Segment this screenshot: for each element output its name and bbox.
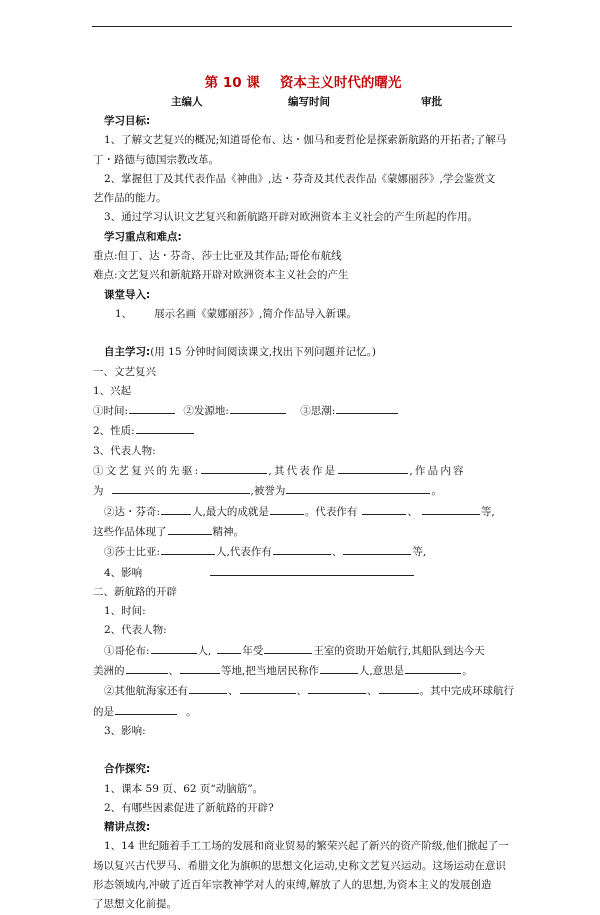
navigator-1-blank[interactable] — [189, 681, 227, 694]
dante-for-label: 为 — [93, 485, 104, 498]
dante-content-label: ,作品内容 — [409, 465, 466, 478]
circumnavigation-row — [93, 702, 511, 722]
shakespeare-works-label: 人,代表作有 — [216, 546, 272, 559]
columbus-place-1-blank[interactable] — [126, 661, 168, 674]
columbus-royal-blank[interactable] — [264, 641, 312, 654]
columbus-voyage-text: 王室的资助开始航行,其船队到达今天 — [313, 644, 485, 657]
impact-blank[interactable] — [210, 563, 414, 576]
chief-editor-label: 主编人 — [171, 96, 203, 108]
davinci-achievement-label: 人,最大的成就是 — [192, 505, 269, 518]
dante-work-label: ,其代表作是 — [268, 465, 338, 478]
intro-item-text: 展示名画《蒙娜丽莎》,简介作品导入新课。 — [154, 307, 358, 320]
davinci-spirit-blank[interactable] — [168, 522, 212, 535]
columbus-place-2-blank[interactable] — [180, 661, 220, 674]
nature-row — [93, 421, 511, 441]
lesson-title: 资本主义时代的曙光 — [279, 75, 402, 91]
cooperation-q1: 1、课本 59 页、62 页“动脑筋”。 — [104, 782, 264, 795]
top-rule — [92, 26, 512, 27]
origin-blank[interactable] — [230, 401, 286, 414]
shakespeare-separator: 、 — [331, 546, 343, 559]
davinci-origin-blank[interactable] — [161, 502, 191, 515]
davinci-etc: 等, — [480, 505, 495, 518]
navigator-separator-3: 、 — [367, 685, 378, 698]
davinci-row-2 — [93, 522, 511, 542]
explanation-line-2: 场以复兴古代罗马、希腊文化为旗帜的思想文化运动,史称文艺复兴运动。这场运动在意识 — [93, 859, 506, 872]
davinci-label: ②达・芬奇: — [104, 505, 161, 518]
rise-heading: 1、兴起 — [93, 384, 132, 397]
objectives-heading: 学习目标: — [104, 115, 151, 127]
objective-2-line-2: 艺作品的能力。 — [93, 192, 167, 205]
self-study-header — [93, 343, 511, 362]
intro-heading: 课堂导入: — [104, 288, 151, 301]
columbus-year-label: 年受 — [242, 644, 264, 657]
columbus-year-blank[interactable] — [217, 641, 241, 654]
shakespeare-label: ③莎士比亚: — [104, 546, 161, 559]
key-focus: 重点:但丁、达・芬奇、莎士比亚及其作品;哥伦布航线 — [93, 250, 342, 263]
dante-period: 。 — [431, 485, 442, 498]
approve-label: 审批 — [421, 96, 442, 108]
impact-label: 4、影响 — [104, 566, 143, 579]
origin-label: ②发源地: — [183, 405, 229, 418]
dante-praised-label: ,被誉为 — [250, 485, 286, 498]
key-points-heading: 学习重点和难点: — [104, 230, 182, 243]
time-blank[interactable] — [129, 401, 175, 414]
navigator-2-blank[interactable] — [240, 681, 296, 694]
columbus-row-2 — [93, 661, 511, 681]
columbus-natives-label: 等地,把当地居民称作 — [221, 665, 319, 678]
section-new-route: 二、新航路的开辟 — [93, 585, 177, 598]
columbus-america-label: 美洲的 — [93, 665, 125, 678]
dante-name-blank[interactable] — [201, 461, 267, 474]
columbus-row-1 — [93, 641, 511, 661]
self-study-heading: 自主学习: — [104, 346, 151, 359]
davinci-works-label: 。代表作有 — [304, 505, 358, 518]
navigator-4-blank[interactable] — [379, 681, 419, 694]
dante-label: ①文艺复兴的先驱: — [93, 465, 201, 478]
dante-praised-blank[interactable] — [286, 481, 430, 494]
editor-info-row — [93, 93, 511, 112]
rise-fields — [93, 401, 511, 421]
columbus-origin-blank[interactable] — [151, 641, 197, 654]
other-navigators-row — [93, 681, 514, 701]
shakespeare-origin-blank[interactable] — [161, 542, 215, 555]
objective-1-line-1: 1、了解文艺复兴的概况;知道哥伦布、达・伽马和麦哲伦是探索新航路的开拓者;了解马 — [104, 134, 507, 147]
explanation-line-1: 1、14 世纪随着手工工场的发展和商业贸易的繁荣兴起了新兴的资产阶级,他们掀起了一 — [104, 840, 509, 853]
navigator-separator-2: 、 — [296, 685, 307, 698]
columbus-label: ①哥伦布: — [104, 644, 150, 657]
dante-work-blank[interactable] — [338, 461, 408, 474]
shakespeare-work-2-blank[interactable] — [343, 542, 411, 555]
davinci-work-2-blank[interactable] — [422, 502, 480, 515]
cooperation-heading: 合作探究: — [104, 763, 151, 776]
columbus-separator: 、 — [168, 665, 179, 678]
columbus-meaning-label: 人,意思是 — [358, 665, 405, 678]
figures-heading: 3、代表人物: — [93, 444, 156, 457]
navigator-3-blank[interactable] — [308, 681, 366, 694]
davinci-spirit-end: 精神。 — [212, 525, 244, 538]
new-route-figures: 2、代表人物: — [104, 624, 167, 637]
document-body — [93, 73, 514, 915]
other-navigators-label: ②其他航海家还有 — [104, 685, 188, 698]
write-time-label: 编写时间 — [288, 96, 330, 108]
intro-item-number: 1、 — [115, 307, 133, 320]
dante-row-1 — [93, 461, 511, 481]
shakespeare-work-1-blank[interactable] — [273, 542, 331, 555]
new-route-impact: 3、影响: — [104, 724, 146, 737]
explanation-heading: 精讲点拨: — [104, 821, 151, 834]
circumnavigator-blank[interactable] — [115, 702, 177, 715]
circumnavigation-label: 。其中完成环球航行 — [419, 685, 514, 698]
circumnavigator-period: 。 — [186, 705, 197, 718]
key-difficulty: 难点:文艺复兴和新航路开辟对欧洲资本主义社会的产生 — [93, 269, 349, 282]
davinci-row-1 — [93, 502, 511, 522]
new-route-time: 1、时间: — [104, 605, 146, 618]
cooperation-q2: 2、有哪些因素促进了新航路的开辟? — [104, 801, 274, 814]
circumnavigator-label: 的是 — [93, 705, 114, 718]
objective-3: 3、通过学习认识文艺复兴和新航路开辟对欧洲资本主义社会的产生所起的作用。 — [104, 211, 479, 224]
page-title — [95, 73, 511, 93]
davinci-achievement-blank[interactable] — [270, 502, 304, 515]
dante-row-2 — [93, 481, 511, 501]
explanation-line-3: 形态领域内,冲破了近百年宗教神学对人的束缚,解放了人的思想,为资本主义的发展创造 — [93, 878, 492, 891]
davinci-work-1-blank[interactable] — [362, 502, 406, 515]
shakespeare-etc: 等, — [412, 546, 427, 559]
nature-blank[interactable] — [136, 421, 194, 434]
impact-row — [93, 563, 511, 583]
columbus-meaning-blank[interactable] — [405, 661, 461, 674]
explanation-line-4: 了思想文化前提。 — [93, 898, 177, 911]
davinci-spirit-label: 这些作品体现了 — [93, 525, 167, 538]
davinci-separator: 、 — [407, 505, 418, 518]
intro-item — [93, 305, 511, 324]
thought-label: ③思潮: — [300, 405, 336, 418]
nature-label: 2、性质: — [93, 425, 135, 438]
section-renaissance: 一、文艺复兴 — [93, 365, 156, 378]
shakespeare-row — [93, 542, 511, 562]
thought-blank[interactable] — [336, 401, 398, 414]
columbus-period: 。 — [462, 665, 473, 678]
objective-1-line-2: 丁・路德与德国宗教改革。 — [93, 153, 219, 166]
self-study-note: (用 15 分钟时间阅读课文,找出下列问题并记忆。) — [150, 346, 377, 359]
columbus-natives-blank[interactable] — [320, 661, 358, 674]
lesson-number: 第 10 课 — [204, 75, 260, 91]
navigator-separator-1: 、 — [228, 685, 239, 698]
dante-content-blank[interactable] — [112, 481, 250, 494]
objective-2-line-1: 2、掌握但丁及其代表作品《神曲》,达・芬奇及其代表作品《蒙娜丽莎》,学会鉴赏文 — [104, 172, 496, 185]
columbus-person: 人, — [197, 644, 212, 657]
time-label: ①时间: — [93, 405, 129, 418]
